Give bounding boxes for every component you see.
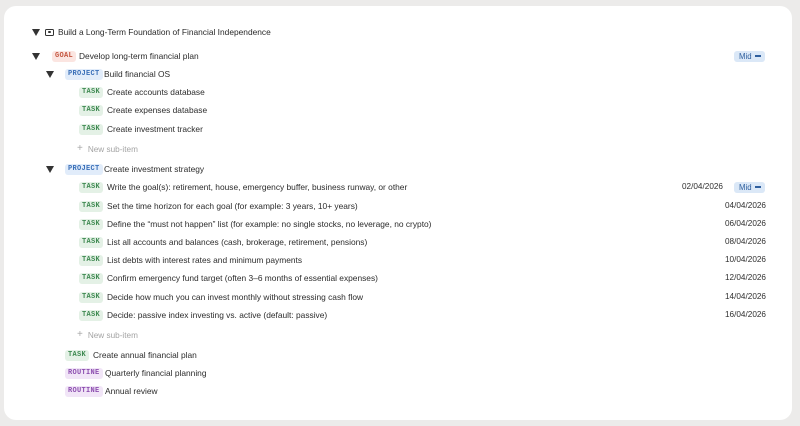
new-sub-item-button[interactable]	[77, 330, 138, 340]
new-sub-item-label: New sub-item	[87, 330, 138, 340]
routine-item[interactable]	[4, 364, 792, 382]
task-badge: TASK	[79, 310, 103, 321]
task-badge: TASK	[79, 273, 103, 284]
task-title[interactable]: Create investment tracker	[107, 124, 203, 134]
task-title[interactable]: Define the “must not happen” list (for example: no single stocks, no leverage, no crypto)	[107, 219, 432, 229]
priority-badge[interactable]	[734, 182, 765, 193]
task-badge: TASK	[79, 124, 103, 135]
project-badge: PROJECT	[65, 164, 103, 175]
caret-down-icon[interactable]	[45, 164, 55, 174]
due-date[interactable]: 08/04/2026	[725, 237, 766, 246]
root-title[interactable]: Build a Long-Term Foundation of Financial Independence	[58, 27, 271, 37]
routine-badge: ROUTINE	[65, 368, 103, 379]
caret-down-icon[interactable]	[31, 27, 41, 37]
task-item[interactable]	[4, 215, 792, 233]
routine-badge: ROUTINE	[65, 386, 103, 397]
goal-item[interactable]	[4, 47, 792, 65]
caret-down-icon[interactable]	[31, 51, 41, 61]
task-badge: TASK	[65, 350, 89, 361]
priority-label: Mid	[739, 51, 752, 61]
project-item[interactable]	[4, 65, 792, 83]
task-item[interactable]	[4, 306, 792, 324]
minus-icon	[755, 186, 761, 188]
task-title[interactable]: Create expenses database	[107, 105, 208, 115]
due-date[interactable]: 02/04/2026	[682, 182, 723, 191]
outline-card	[4, 6, 792, 420]
task-title[interactable]: Write the goal(s): retirement, house, emergency buffer, business runway, or other	[107, 182, 408, 192]
task-badge: TASK	[79, 182, 103, 193]
task-title[interactable]: Create accounts database	[107, 87, 205, 97]
new-sub-item-row[interactable]	[4, 140, 792, 158]
project-badge: PROJECT	[65, 69, 103, 80]
task-title[interactable]: Decide: passive index investing vs. active (default: passive)	[107, 310, 328, 320]
goal-badge: GOAL	[52, 51, 76, 62]
project-title[interactable]: Build financial OS	[104, 69, 171, 79]
task-item[interactable]	[4, 178, 792, 196]
task-item[interactable]	[4, 233, 792, 251]
task-badge: TASK	[79, 87, 103, 98]
task-badge: TASK	[79, 105, 103, 116]
task-title[interactable]: Confirm emergency fund target (often 3–6 months of essential expenses)	[107, 273, 378, 283]
new-sub-item-button[interactable]	[77, 144, 138, 154]
task-title[interactable]: Decide how much you can invest monthly without stressing cash flow	[107, 292, 364, 302]
task-item[interactable]	[4, 197, 792, 215]
caret-down-icon[interactable]	[45, 69, 55, 79]
task-badge: TASK	[79, 219, 103, 230]
task-title[interactable]: List debts with interest rates and minimum payments	[107, 255, 303, 265]
cash-icon	[45, 29, 54, 36]
task-badge: TASK	[79, 237, 103, 248]
root-item[interactable]	[4, 23, 792, 41]
task-item[interactable]	[4, 83, 792, 101]
task-badge: TASK	[79, 255, 103, 266]
project-item[interactable]	[4, 160, 792, 178]
due-date[interactable]: 06/04/2026	[725, 219, 766, 228]
plus-icon: +	[77, 143, 83, 154]
goal-title[interactable]: Develop long-term financial plan	[79, 51, 199, 61]
project-title[interactable]: Create investment strategy	[104, 164, 205, 174]
task-item[interactable]	[4, 288, 792, 306]
priority-badge[interactable]	[734, 51, 765, 62]
task-badge: TASK	[79, 292, 103, 303]
due-date[interactable]: 12/04/2026	[725, 273, 766, 282]
routine-title[interactable]: Annual review	[105, 386, 158, 396]
task-title[interactable]: List all accounts and balances (cash, brokerage, retirement, pensions)	[107, 237, 368, 247]
routine-title[interactable]: Quarterly financial planning	[105, 368, 207, 378]
priority-label: Mid	[739, 182, 752, 192]
due-date[interactable]: 16/04/2026	[725, 310, 766, 319]
task-badge: TASK	[79, 201, 103, 212]
new-sub-item-label: New sub-item	[87, 144, 138, 154]
plus-icon: +	[77, 329, 83, 340]
task-item[interactable]	[4, 251, 792, 269]
task-title[interactable]: Create annual financial plan	[93, 350, 197, 360]
routine-item[interactable]	[4, 382, 792, 400]
minus-icon	[755, 55, 761, 57]
task-item[interactable]	[4, 269, 792, 287]
due-date[interactable]: 10/04/2026	[725, 255, 766, 264]
due-date[interactable]: 04/04/2026	[725, 201, 766, 210]
task-item[interactable]	[4, 120, 792, 138]
new-sub-item-row[interactable]	[4, 326, 792, 344]
task-item[interactable]	[4, 346, 792, 364]
task-item[interactable]	[4, 101, 792, 119]
due-date[interactable]: 14/04/2026	[725, 292, 766, 301]
task-title[interactable]: Set the time horizon for each goal (for example: 3 years, 10+ years)	[107, 201, 358, 211]
